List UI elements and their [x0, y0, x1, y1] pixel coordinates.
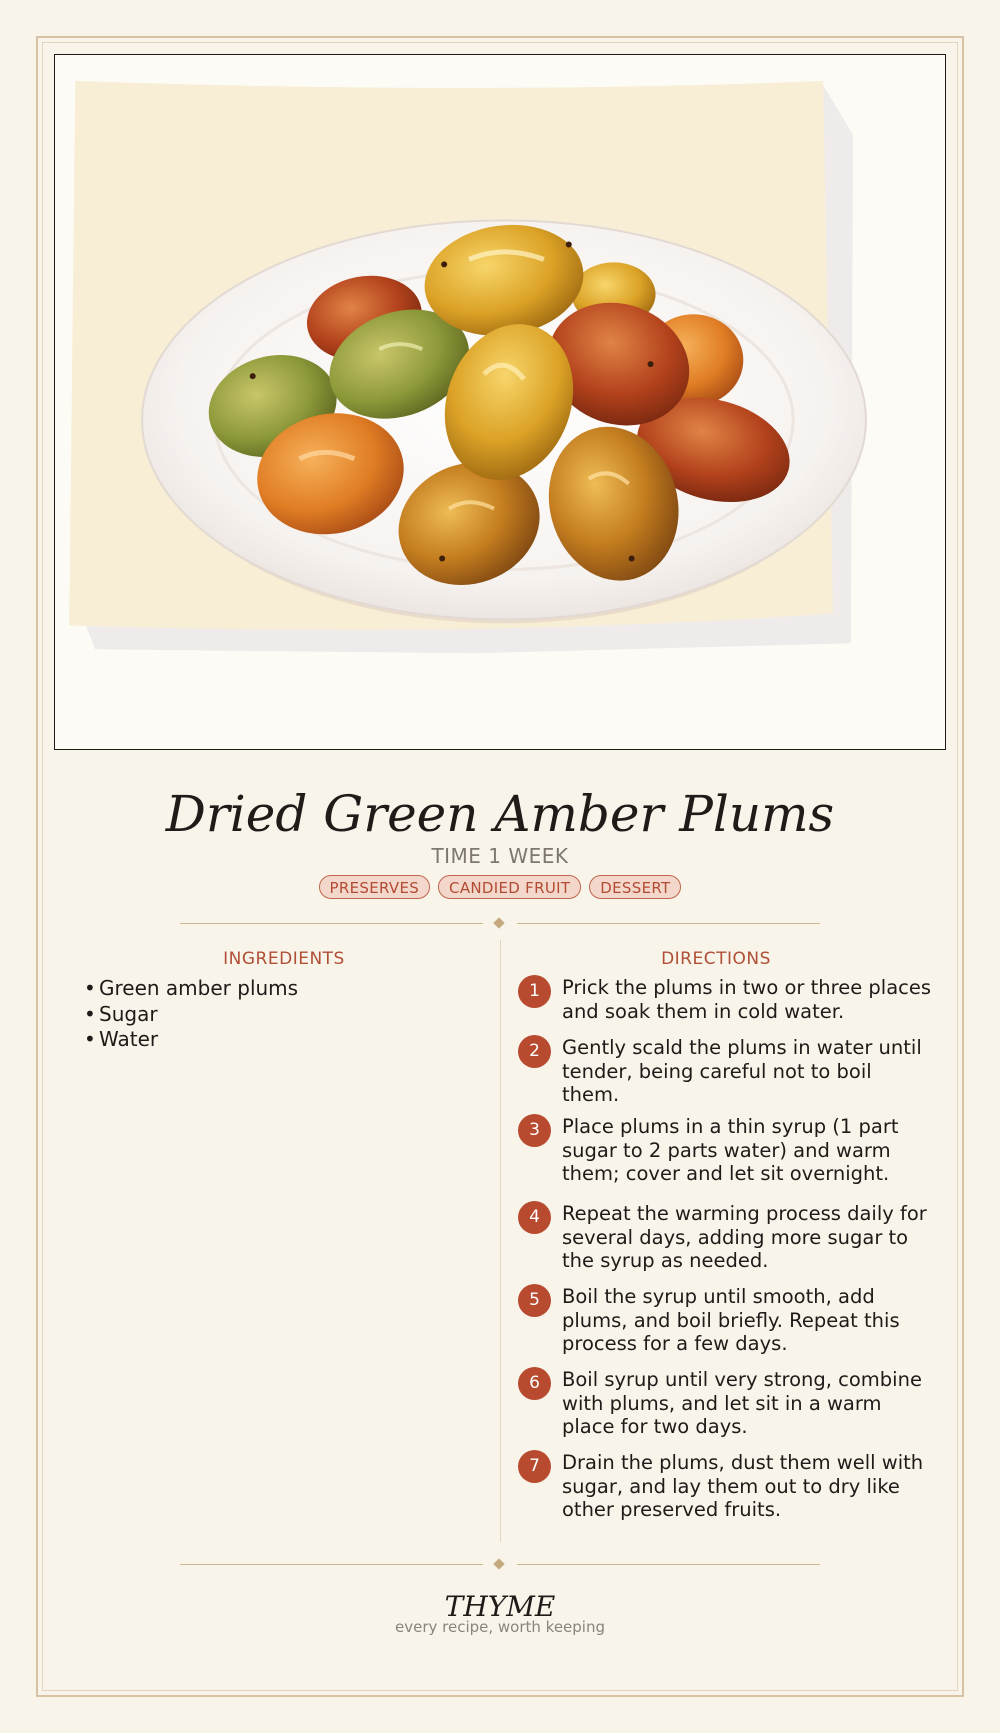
step-number-badge: 4	[518, 1201, 551, 1234]
divider-diamond-icon	[493, 1558, 504, 1569]
ingredients-list	[84, 976, 298, 1053]
tag-list	[0, 875, 1000, 899]
step-text: Prick the plums in two or three places and soak them in cold water.	[562, 976, 932, 1023]
step-text: Drain the plums, dust them well with sugar, and lay them out to dry like other preserved fruits.	[562, 1451, 924, 1521]
bullet-icon: •	[84, 1001, 96, 1026]
recipe-title: Dried Green Amber Plums	[165, 785, 835, 843]
step-text: Boil the syrup until smooth, add plums, and boil briefly. Repeat this process for a few days.	[562, 1285, 900, 1355]
ingredient-label: Sugar	[99, 1001, 158, 1026]
section-divider-bottom	[180, 1559, 820, 1571]
recipe-hero-image	[54, 54, 946, 750]
bullet-icon: •	[84, 1027, 96, 1051]
tag-dessert[interactable]: DESSERT	[589, 875, 681, 899]
plums-illustration	[55, 55, 945, 749]
step-number-badge: 6	[518, 1367, 551, 1400]
brand-logo[interactable]: THYME	[444, 1590, 556, 1623]
step-number-badge: 7	[518, 1450, 551, 1483]
recipe-time: TIME 1 WEEK	[431, 844, 569, 868]
ingredient-item	[84, 976, 298, 1002]
ingredients-heading: INGREDIENTS	[223, 949, 345, 969]
ingredient-item	[84, 1027, 298, 1053]
section-divider-top	[180, 918, 820, 930]
step-text: Repeat the warming process daily for several days, adding more sugar to the syrup as needed.	[562, 1202, 927, 1272]
column-separator	[500, 940, 501, 1542]
step-number-badge: 5	[518, 1284, 551, 1317]
step-number-badge: 2	[518, 1035, 551, 1068]
directions-heading: DIRECTIONS	[661, 949, 771, 969]
step-number-badge: 1	[518, 975, 551, 1008]
tag-candied-fruit[interactable]: CANDIED FRUIT	[438, 875, 581, 899]
tag-preserves[interactable]: PRESERVES	[319, 875, 431, 899]
ingredient-label: Water	[99, 1027, 159, 1051]
step-number-badge: 3	[518, 1114, 551, 1147]
bullet-icon: •	[84, 976, 96, 1000]
step-text: Place plums in a thin syrup (1 part sugar to 2 parts water) and warm them; cover and let sit overnight.	[562, 1115, 899, 1185]
ingredient-item	[84, 1002, 298, 1028]
step-text: Boil syrup until very strong, combine with plums, and let sit in a warm place for two days.	[562, 1368, 922, 1438]
divider-diamond-icon	[493, 917, 504, 928]
brand-tagline: every recipe, worth keeping	[394, 1618, 605, 1636]
step-text: Gently scald the plums in water until tender, being careful not to boil them.	[562, 1036, 922, 1106]
ingredient-label: Green amber plums	[99, 976, 299, 1000]
